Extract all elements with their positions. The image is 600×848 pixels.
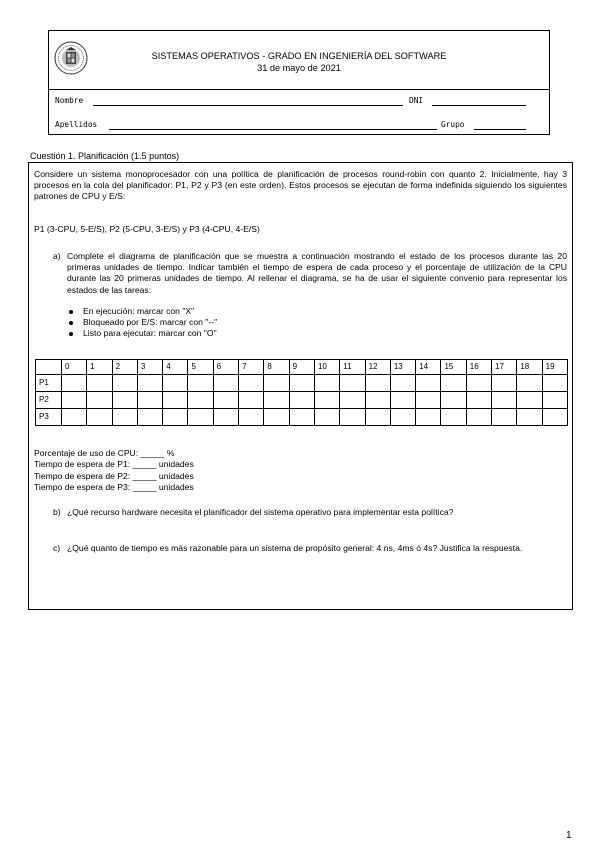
cell[interactable] — [340, 375, 365, 392]
bullet-ready: Listo para ejecutar: marcar con "O" — [69, 328, 217, 339]
cell[interactable] — [365, 409, 390, 426]
cell[interactable] — [239, 375, 264, 392]
cell[interactable] — [390, 409, 415, 426]
cell[interactable] — [213, 375, 238, 392]
item-a-label: a) — [53, 251, 61, 261]
table-header-row — [36, 360, 568, 375]
time-header: 19 — [542, 360, 567, 375]
cell[interactable] — [416, 392, 441, 409]
cell[interactable] — [87, 409, 112, 426]
time-header: 9 — [289, 360, 314, 375]
scheduling-diagram-table — [35, 359, 568, 426]
cell[interactable] — [542, 392, 567, 409]
apellidos-field[interactable] — [109, 129, 437, 130]
cell[interactable] — [542, 375, 567, 392]
cell[interactable] — [441, 375, 466, 392]
bullet-running: En ejecución: marcar con "X" — [69, 306, 217, 317]
dni-label: DNI — [409, 96, 424, 105]
cell[interactable] — [137, 409, 162, 426]
cell[interactable] — [517, 392, 542, 409]
wait-p3-line: Tiempo de espera de P3: _____ unidades — [34, 481, 194, 492]
cell[interactable] — [87, 392, 112, 409]
item-c-label: c) — [53, 543, 61, 553]
cell[interactable] — [112, 392, 137, 409]
cell[interactable] — [365, 375, 390, 392]
table-row — [36, 392, 568, 409]
cell[interactable] — [441, 409, 466, 426]
cell[interactable] — [517, 375, 542, 392]
item-b-label: b) — [53, 507, 61, 517]
table-row — [36, 375, 568, 392]
question-title: Cuestión 1. Planificación (1.5 puntos) — [30, 151, 180, 161]
cell[interactable] — [239, 409, 264, 426]
cell[interactable] — [239, 392, 264, 409]
cell[interactable] — [264, 392, 289, 409]
table-corner-cell — [36, 360, 62, 375]
cell[interactable] — [466, 392, 491, 409]
cell[interactable] — [466, 409, 491, 426]
time-header: 11 — [340, 360, 365, 375]
cell[interactable] — [314, 409, 339, 426]
cell[interactable] — [390, 392, 415, 409]
time-header: 1 — [87, 360, 112, 375]
cell[interactable] — [517, 409, 542, 426]
cell[interactable] — [365, 392, 390, 409]
time-header: 17 — [492, 360, 517, 375]
cell[interactable] — [188, 375, 213, 392]
cell[interactable] — [314, 375, 339, 392]
header-title-block — [49, 50, 549, 74]
cell[interactable] — [188, 392, 213, 409]
cell[interactable] — [416, 375, 441, 392]
time-header: 18 — [517, 360, 542, 375]
cell[interactable] — [492, 392, 517, 409]
time-header: 6 — [213, 360, 238, 375]
time-header: 15 — [441, 360, 466, 375]
process-patterns: P1 (3-CPU, 5-E/S), P2 (5-CPU, 3-E/S) y P3 (4-CPU, 4-E/S) — [34, 224, 260, 234]
answer-stats — [34, 448, 194, 493]
row-label-p3: P3 — [36, 409, 62, 426]
wait-p2-line: Tiempo de espera de P2: _____ unidades — [34, 470, 194, 481]
wait-p1-line: Tiempo de espera de P1: _____ unidades — [34, 459, 194, 470]
cell[interactable] — [62, 392, 87, 409]
time-header: 13 — [390, 360, 415, 375]
row-label-p1: P1 — [36, 375, 62, 392]
item-b-text: ¿Qué recurso hardware necesita el planificador del sistema operativo para implementar esta política? — [67, 507, 454, 517]
page-number: 1 — [566, 830, 572, 841]
cell[interactable] — [289, 409, 314, 426]
time-header: 4 — [163, 360, 188, 375]
apellidos-label: Apellidos — [55, 120, 98, 129]
time-header: 14 — [416, 360, 441, 375]
state-convention-list — [69, 306, 217, 339]
cell[interactable] — [112, 375, 137, 392]
cell[interactable] — [87, 375, 112, 392]
form-row-apellidos — [55, 120, 543, 132]
form-row-nombre — [55, 96, 543, 108]
cell[interactable] — [340, 409, 365, 426]
cell[interactable] — [137, 375, 162, 392]
cell[interactable] — [416, 409, 441, 426]
dni-field[interactable] — [432, 105, 526, 106]
cell[interactable] — [264, 409, 289, 426]
cell[interactable] — [163, 392, 188, 409]
cell[interactable] — [542, 409, 567, 426]
grupo-field[interactable] — [474, 129, 526, 130]
grupo-label: Grupo — [441, 120, 465, 129]
header-top — [49, 31, 549, 90]
cell[interactable] — [163, 375, 188, 392]
item-c-text: ¿Qué quanto de tiempo es más razonable para un sistema de propósito general: 4 ns, 4ms ó 4s? Justifica la respuesta. — [67, 543, 523, 553]
cell[interactable] — [62, 375, 87, 392]
row-label-p2: P2 — [36, 392, 62, 409]
time-header: 10 — [314, 360, 339, 375]
cell[interactable] — [314, 392, 339, 409]
nombre-field[interactable] — [93, 105, 403, 106]
cpu-usage-line: Porcentaje de uso de CPU: _____ % — [34, 448, 175, 458]
time-header: 0 — [62, 360, 87, 375]
time-header: 7 — [239, 360, 264, 375]
cell[interactable] — [188, 409, 213, 426]
time-header: 8 — [264, 360, 289, 375]
cell[interactable] — [492, 375, 517, 392]
cell[interactable] — [289, 375, 314, 392]
time-header: 2 — [112, 360, 137, 375]
cell[interactable] — [264, 375, 289, 392]
cell[interactable] — [213, 409, 238, 426]
time-header: 16 — [466, 360, 491, 375]
question-intro: Considere un sistema monoprocesador con una política de planificación de procesos round-robin con quanto 2. Inicialmente, hay 3 procesos en la cola del planificador: P1, P2 y P3 (en este orden). Estos procesos se ejecutan de forma indefinida siguiendo los siguientes patrones de CPU y E/S: — [34, 169, 567, 202]
question-box — [28, 162, 573, 610]
cell[interactable] — [112, 409, 137, 426]
cell[interactable] — [289, 392, 314, 409]
table-row — [36, 409, 568, 426]
cell[interactable] — [340, 392, 365, 409]
cell[interactable] — [492, 409, 517, 426]
bullet-blocked: Bloqueado por E/S: marcar con "--" — [69, 317, 217, 328]
cell[interactable] — [62, 409, 87, 426]
cell[interactable] — [213, 392, 238, 409]
time-header: 12 — [365, 360, 390, 375]
nombre-label: Nombre — [55, 96, 84, 105]
cell[interactable] — [163, 409, 188, 426]
exam-title: SISTEMAS OPERATIVOS - GRADO EN INGENIERÍA DEL SOFTWARE — [151, 51, 447, 61]
item-a-text: Complete el diagrama de planificación que se muestra a continuación mostrando el estado de los procesos durante las 20 primeras unidades de tiempo. Indicar también el tiempo de espera de cada proceso y el porcentaje de utilización de la CPU durante las 20 primeras unidades de tiempo. Al rellenar el diagrama, se ha de usar el siguiente convenio para representar los estados de las tareas: — [67, 251, 567, 295]
exam-header — [48, 30, 550, 135]
cell[interactable] — [441, 392, 466, 409]
time-header: 3 — [137, 360, 162, 375]
exam-date: 31 de mayo de 2021 — [257, 63, 341, 73]
cell[interactable] — [137, 392, 162, 409]
cell[interactable] — [466, 375, 491, 392]
cell[interactable] — [390, 375, 415, 392]
time-header: 5 — [188, 360, 213, 375]
